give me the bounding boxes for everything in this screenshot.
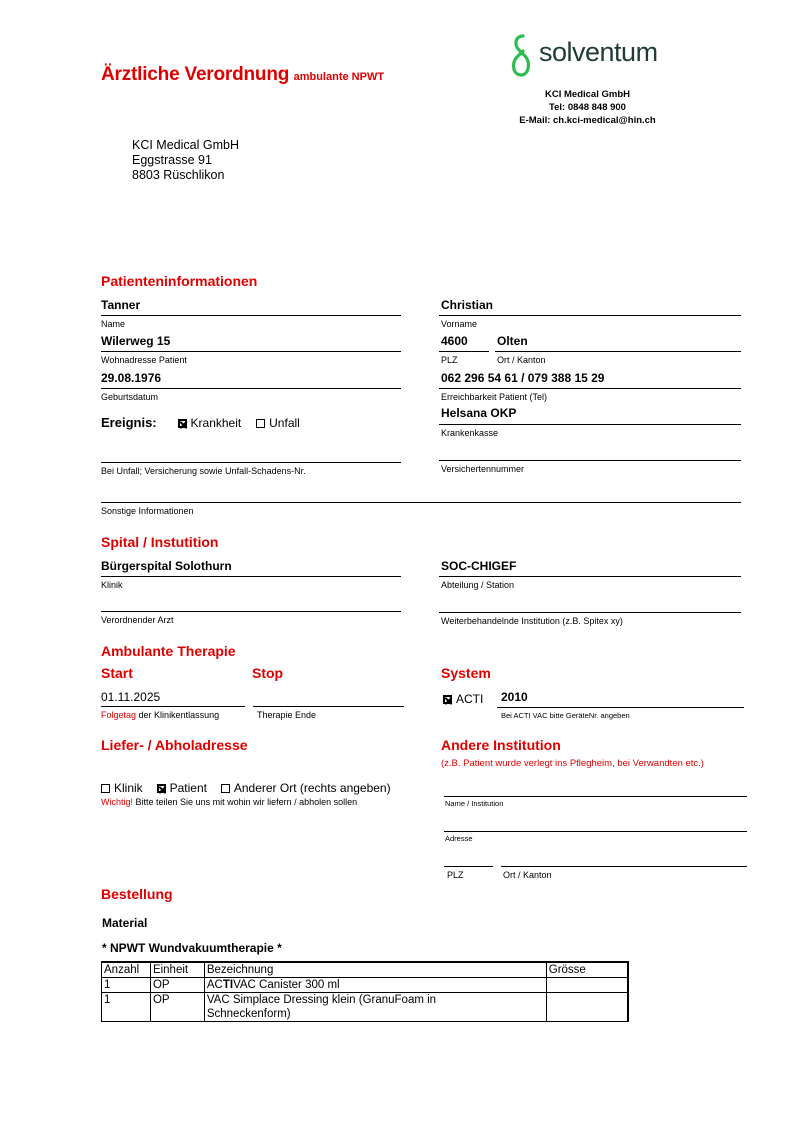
delivery-important-note — [101, 797, 357, 807]
other-info-line — [101, 502, 741, 503]
section-title-other-institution: Andere Institution — [441, 737, 561, 753]
other-plz-line — [444, 866, 493, 867]
patient-vorname-value[interactable]: Christian — [441, 298, 494, 312]
stop-line — [253, 706, 404, 707]
clinic-label: Klinik — [101, 580, 123, 590]
followup-line — [439, 612, 741, 613]
patient-insurance-label: Krankenkasse — [441, 428, 499, 438]
event-option-label: Unfall — [269, 416, 300, 430]
system-option-label: ACTI — [456, 692, 484, 706]
solventum-s-icon — [509, 33, 533, 79]
department-line — [439, 576, 741, 577]
patient-ort-value[interactable]: Olten — [497, 334, 528, 348]
event-option-krankheit[interactable] — [178, 414, 246, 431]
solventum-logo — [509, 33, 684, 79]
section-title-patient: Patienteninformationen — [101, 273, 258, 289]
delivery-option-other[interactable] — [221, 779, 391, 796]
column-header-bezeichnung: Bezeichnung — [204, 962, 546, 978]
department-value[interactable]: SOC-CHIGEF — [441, 559, 517, 573]
delivery-options — [101, 779, 391, 797]
clinic-value[interactable]: Bürgerspital Solothurn — [101, 559, 232, 573]
contact-company: KCI Medical GmbH — [545, 89, 630, 100]
other-address-label: Adresse — [445, 834, 473, 843]
recipient-address — [132, 138, 239, 183]
patient-name-label: Name — [101, 319, 126, 329]
patient-birthdate-value[interactable]: 29.08.1976 — [101, 371, 162, 385]
system-device-value[interactable]: 2010 — [501, 690, 528, 704]
start-hint — [101, 710, 219, 720]
cell-einheit[interactable]: OP — [150, 978, 204, 993]
patient-phone-line — [439, 388, 741, 389]
system-option-acti[interactable] — [443, 690, 483, 708]
cell-groesse[interactable] — [546, 993, 628, 1022]
cell-bezeichnung[interactable] — [204, 978, 546, 993]
recipient-line-1: KCI Medical GmbH — [132, 138, 239, 152]
patient-phone-label: Erreichbarkeit Patient (Tel) — [441, 392, 548, 402]
cell-groesse[interactable] — [546, 978, 628, 993]
checkbox-checked-icon[interactable] — [157, 784, 166, 793]
cell-anzahl[interactable]: 1 — [102, 978, 151, 993]
other-address-line — [444, 831, 747, 832]
stop-label: Stop — [252, 665, 284, 681]
logo-text: solventum — [539, 37, 658, 67]
patient-birthdate-line — [101, 388, 401, 389]
start-hint-rest: der Klinikentlassung — [138, 710, 220, 720]
column-header-groesse: Grösse — [546, 962, 628, 978]
patient-address-value[interactable]: Wilerweg 15 — [101, 334, 171, 348]
stop-hint: Therapie Ende — [257, 710, 317, 720]
doctor-label: Verordnender Arzt — [101, 615, 174, 625]
bez-part-bold: TI — [222, 979, 234, 991]
checkbox-unchecked-icon[interactable] — [221, 784, 230, 793]
section-title-order: Bestellung — [101, 886, 173, 902]
other-name-line — [444, 796, 747, 797]
delivery-option-label: Anderer Ort (rechts angeben) — [233, 781, 391, 795]
material-label: Material — [102, 916, 148, 930]
patient-plz-value[interactable]: 4600 — [441, 334, 468, 348]
table-row — [102, 993, 629, 1022]
cell-anzahl[interactable]: 1 — [102, 993, 151, 1022]
other-institution-hint: (z.B. Patient wurde verlegt ins Pflegheim, bei Verwandten etc.) — [441, 758, 704, 769]
other-plz-label: PLZ — [447, 870, 464, 880]
recipient-line-3: 8803 Rüschlikon — [132, 168, 225, 182]
section-title-delivery: Liefer- / Abholadresse — [101, 737, 248, 753]
section-title-hospital: Spital / Instutition — [101, 534, 219, 550]
section-title-therapy: Ambulante Therapie — [101, 643, 236, 659]
bez-part: VAC Simplace Dressing klein (GranuFoam in Schneckenform) — [206, 994, 437, 1020]
accident-label: Bei Unfall; Versicherung sowie Unfall-Schadens-Nr. — [101, 466, 306, 476]
start-line — [101, 706, 245, 707]
contact-email: E-Mail: ch.kci-medical@hin.ch — [519, 115, 656, 126]
clinic-line — [101, 576, 401, 577]
patient-ort-line — [495, 351, 741, 352]
patient-address-label: Wohnadresse Patient — [101, 355, 187, 365]
other-ort-label: Ort / Kanton — [503, 870, 552, 880]
patient-plz-label: PLZ — [441, 355, 458, 365]
delivery-option-label: Klinik — [114, 781, 143, 795]
other-info-label: Sonstige Informationen — [101, 506, 194, 516]
accident-line — [101, 462, 401, 463]
column-header-einheit: Einheit — [150, 962, 204, 978]
table-row — [102, 978, 629, 993]
table-header-row — [102, 962, 629, 978]
start-value[interactable]: 01.11.2025 — [101, 690, 161, 704]
material-table — [101, 961, 629, 1022]
event-option-label: Krankheit — [190, 416, 242, 430]
delivery-option-label: Patient — [169, 781, 207, 795]
patient-name-value[interactable]: Tanner — [101, 298, 141, 312]
patient-insurance-line — [439, 424, 741, 425]
contact-tel: Tel: 0848 848 900 — [549, 102, 626, 113]
checkbox-checked-icon[interactable] — [443, 695, 452, 704]
delivery-option-patient[interactable] — [157, 779, 212, 796]
followup-label: Weiterbehandelnde Institution (z.B. Spitex xy) — [441, 616, 623, 626]
patient-plz-line — [439, 351, 489, 352]
patient-phone-value[interactable]: 062 296 54 61 / 079 388 15 29 — [441, 371, 605, 385]
important-label: Wichtig! — [101, 797, 134, 807]
contact-block — [500, 88, 675, 127]
document-title-block — [101, 64, 384, 86]
cell-bezeichnung[interactable] — [204, 993, 546, 1022]
important-text: Bitte teilen Sie uns mit wohin wir liefern / abholen sollen — [135, 797, 358, 807]
event-row — [101, 414, 300, 432]
patient-birthdate-label: Geburtsdatum — [101, 392, 159, 402]
checkbox-unchecked-icon[interactable] — [101, 784, 110, 793]
delivery-option-klinik[interactable] — [101, 779, 147, 796]
patient-vorname-label: Vorname — [441, 319, 478, 329]
other-ort-line — [501, 866, 747, 867]
other-name-label: Name / Institution — [445, 799, 504, 808]
cell-einheit[interactable]: OP — [150, 993, 204, 1022]
start-label: Start — [101, 665, 133, 681]
checkbox-checked-icon[interactable] — [178, 419, 187, 428]
doctor-line — [101, 611, 401, 612]
bez-part: VAC Canister 300 ml — [233, 979, 340, 991]
insured-number-label: Versichertennummer — [441, 464, 525, 474]
column-header-anzahl: Anzahl — [102, 962, 151, 978]
event-label: Ereignis: — [101, 415, 157, 430]
event-option-unfall[interactable] — [256, 414, 300, 431]
recipient-line-2: Eggstrasse 91 — [132, 153, 212, 167]
patient-vorname-line — [439, 315, 741, 316]
category-label: * NPWT Wundvakuumtherapie * — [102, 941, 282, 955]
system-label: System — [441, 665, 491, 681]
patient-ort-label: Ort / Kanton — [497, 355, 546, 365]
patient-insurance-value[interactable]: Helsana OKP — [441, 406, 517, 420]
insured-number-line — [439, 460, 741, 461]
system-device-line — [497, 707, 744, 708]
checkbox-unchecked-icon[interactable] — [256, 419, 265, 428]
department-label: Abteilung / Station — [441, 580, 515, 590]
bez-part: AC — [206, 979, 223, 991]
system-hint: Bei ACTI VAC bitte GeräteNr. angeben — [501, 711, 630, 720]
patient-name-line — [101, 315, 401, 316]
document-title: Ärztliche Verordnung — [101, 64, 290, 85]
start-hint-red: Folgetag — [101, 710, 137, 720]
patient-address-line — [101, 351, 401, 352]
document-subtitle: ambulante NPWT — [293, 71, 385, 83]
